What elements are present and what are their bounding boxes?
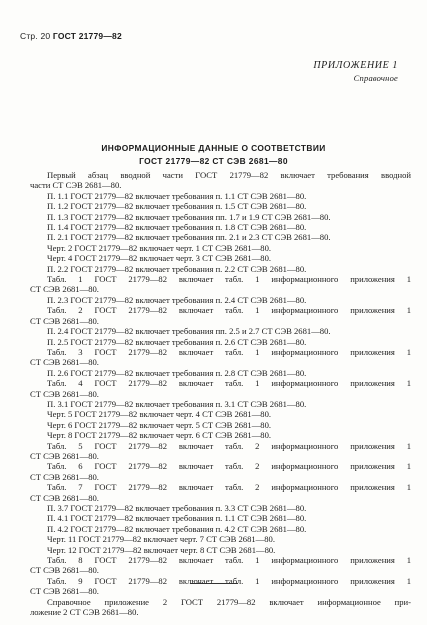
text-line: П. 1.2 ГОСТ 21779—82 включает требования п. 1.5 СТ СЭВ 2681—80. [47,201,307,212]
end-rule [190,583,238,584]
text-line: Черт. 12 ГОСТ 21779—82 включает черт. 8 СТ СЭВ 2681—80. [47,544,276,555]
text-line: П. 2.6 ГОСТ 21779—82 включает требования п. 2.8 СТ СЭВ 2681—80. [47,367,307,378]
text-line: Черт. 6 ГОСТ 21779—82 включает черт. 5 СТ СЭВ 2681—80. [47,419,272,430]
text-line: СТ СЭВ 2681—80. [30,450,99,461]
text-line: П. 1.1 ГОСТ 21779—82 включает требования п. 1.1 СТ СЭВ 2681—80. [47,190,307,201]
text-line: П. 4.2 ГОСТ 21779—82 включает требования п. 4.2 СТ СЭВ 2681—80. [47,523,307,534]
text-line: СТ СЭВ 2681—80. [30,284,99,295]
section-title-line-2: ГОСТ 21779—82 СТ СЭВ 2681—80 [139,156,288,166]
text-line: П. 3.1 ГОСТ 21779—82 включает требования п. 3.1 СТ СЭВ 2681—80. [47,398,307,409]
text-line: СТ СЭВ 2681—80. [30,315,99,326]
text-line: П. 2.2 ГОСТ 21779—82 включает требования п. 2.2 СТ СЭВ 2681—80. [47,263,307,274]
text-line: Табл. 5 ГОСТ 21779—82 включает табл. 2 информационного приложения 1 [47,440,411,451]
text-line: П. 1.3 ГОСТ 21779—82 включает требования пп. 1.7 и 1.9 СТ СЭВ 2681—80. [47,211,331,222]
text-line: Первый абзац вводной части ГОСТ 21779—82 включает требования вводной [47,170,411,180]
text-line: Табл. 8 ГОСТ 21779—82 включает табл. 1 информационного приложения 1 [47,555,411,566]
text-line: Черт. 2 ГОСТ 21779—82 включает черт. 1 СТ СЭВ 2681—80. [47,242,272,253]
text-line: Табл. 7 ГОСТ 21779—82 включает табл. 2 информационного приложения 1 [47,482,411,493]
text-line: СТ СЭВ 2681—80. [30,492,99,503]
text-line: части СТ СЭВ 2681—80. [30,180,122,191]
text-line: Черт. 4 ГОСТ 21779—82 включает черт. 3 СТ СЭВ 2681—80. [47,253,272,264]
text-line: Табл. 1 ГОСТ 21779—82 включает табл. 1 информационного приложения 1 [47,274,411,285]
header-standard: ГОСТ 21779—82 [52,31,122,41]
text-line: Черт. 5 ГОСТ 21779—82 включает черт. 4 СТ СЭВ 2681—80. [47,409,272,420]
text-line: Табл. 9 ГОСТ 21779—82 включает табл. 1 информационного приложения 1 [47,575,411,586]
appendix-label-block [313,60,398,84]
text-line: Табл. 2 ГОСТ 21779—82 включает табл. 1 информационного приложения 1 [47,305,411,316]
text-line: Табл. 4 ГОСТ 21779—82 включает табл. 1 информационного приложения 1 [47,378,411,389]
text-line: СТ СЭВ 2681—80. [30,357,99,368]
text-line: П. 2.5 ГОСТ 21779—82 включает требования п. 2.6 СТ СЭВ 2681—80. [47,336,307,347]
text-line: Справочное приложение 2 ГОСТ 21779—82 включает информационное при- [47,596,411,607]
text-line: Черт. 11 ГОСТ 21779—82 включает черт. 7 СТ СЭВ 2681—80. [47,534,276,545]
section-title [0,142,427,168]
text-line: ложение 2 СТ СЭВ 2681—80. [30,607,139,618]
text-line: СТ СЭВ 2681—80. [30,565,99,576]
text-line: П. 1.4 ГОСТ 21779—82 включает требования п. 1.8 СТ СЭВ 2681—80. [47,222,307,233]
appendix-label: ПРИЛОЖЕНИЕ 1 [313,60,398,71]
text-line: П. 2.1 ГОСТ 21779—82 включает требования пп. 2.1 и 2.3 СТ СЭВ 2681—80. [47,232,331,243]
text-line: СТ СЭВ 2681—80. [30,471,99,482]
text-line: СТ СЭВ 2681—80. [30,586,99,597]
text-line: Табл. 6 ГОСТ 21779—82 включает табл. 2 информационного приложения 1 [47,461,411,472]
correspondence-list [30,170,411,617]
text-line: П. 4.1 ГОСТ 21779—82 включает требования п. 1.1 СТ СЭВ 2681—80. [47,513,307,524]
text-line: П. 2.3 ГОСТ 21779—82 включает требования п. 2.4 СТ СЭВ 2681—80. [47,294,307,305]
section-title-line-1: ИНФОРМАЦИОННЫЕ ДАННЫЕ О СООТВЕТСТВИИ [101,143,326,153]
text-line: Черт. 8 ГОСТ 21779—82 включает черт. 6 СТ СЭВ 2681—80. [47,430,272,441]
page-number: Стр. 20 [20,31,51,41]
text-line: П. 3.7 ГОСТ 21779—82 включает требования п. 3.3 СТ СЭВ 2681—80. [47,503,307,513]
text-line: СТ СЭВ 2681—80. [30,388,99,399]
text-line: Табл. 3 ГОСТ 21779—82 включает табл. 1 информационного приложения 1 [47,346,411,357]
running-header [20,31,122,41]
appendix-note: Справочное [353,73,398,83]
text-line: П. 2.4 ГОСТ 21779—82 включает требования пп. 2.5 и 2.7 СТ СЭВ 2681—80. [47,326,331,337]
